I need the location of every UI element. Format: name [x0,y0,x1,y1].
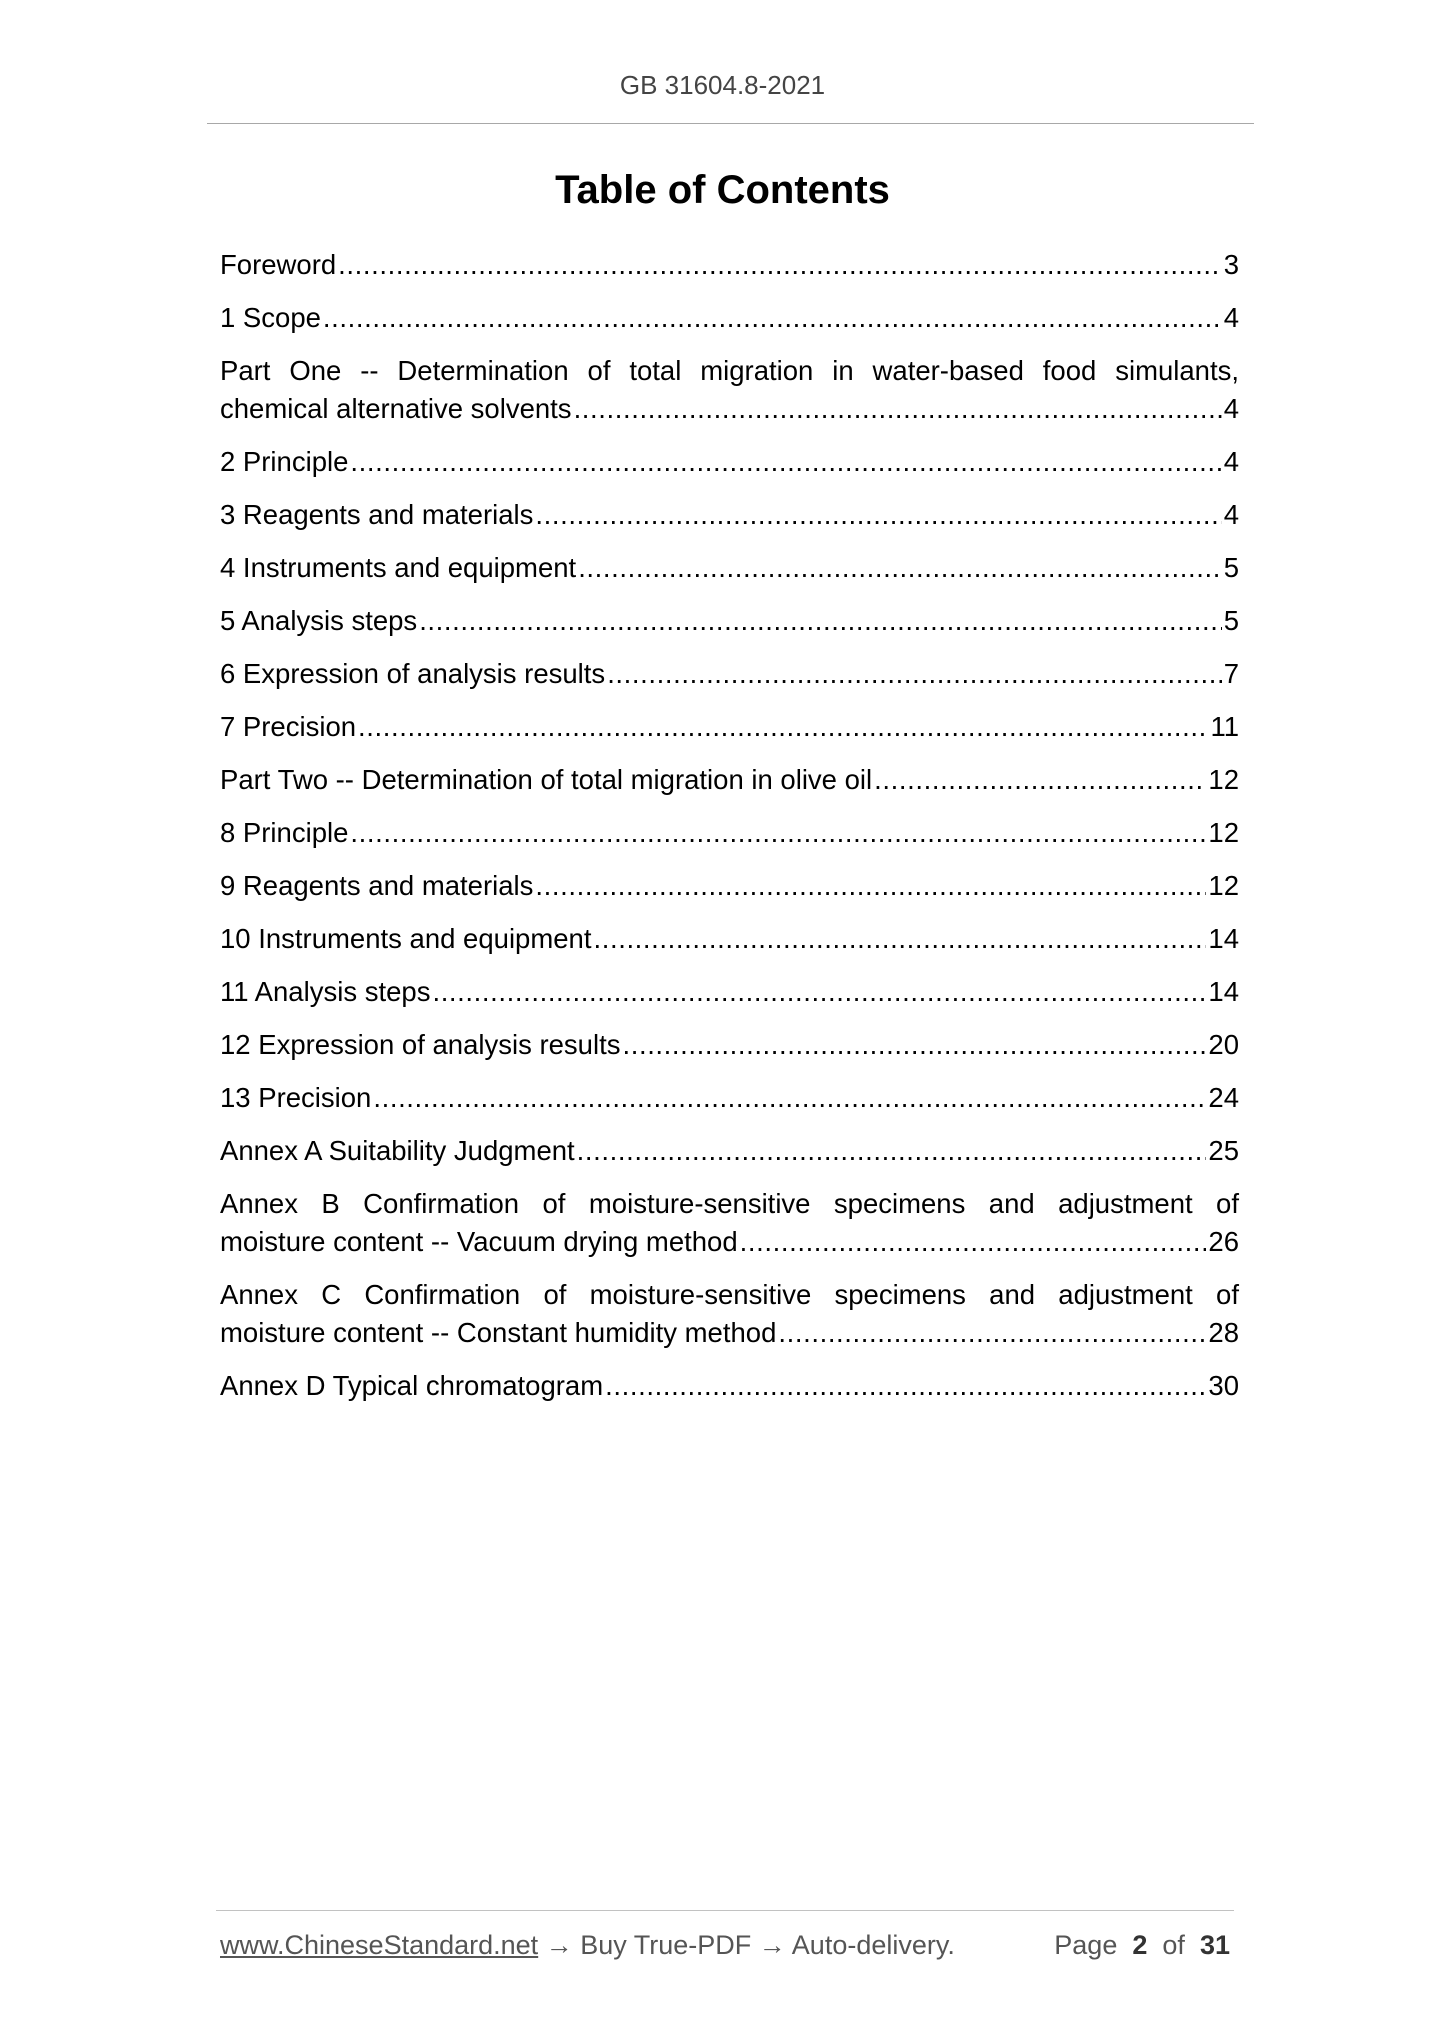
toc-entry-analysis-steps-2[interactable] [220,973,1239,1011]
toc-entry-label: 10 Instruments and equipment [220,923,592,954]
toc-entry-label: moisture content -- Constant humidity method [220,1317,777,1348]
toc-entry-label: Foreword [220,249,337,280]
toc-entry-reagents-2[interactable] [220,867,1239,905]
toc-entry-label: 4 Instruments and equipment [220,552,577,583]
toc-entry-label: 11 Analysis steps [220,976,431,1007]
current-page-number: 2 [1132,1930,1148,1960]
toc-entry-label-line1: Part One -- Determination of total migration in water-based food simulants, [220,355,1239,386]
dot-leader [338,246,1222,284]
toc-entry-label: 9 Reagents and materials [220,870,534,901]
auto-delivery-text: Auto-delivery. [791,1930,955,1960]
toc-title: Table of Contents [555,168,890,212]
toc-entry-page: 12 [1208,764,1239,795]
toc-entry-label: 12 Expression of analysis results [220,1029,621,1060]
toc-entry-scope[interactable] [220,299,1239,337]
page-of-label: of [1162,1930,1185,1960]
dot-leader [578,549,1222,587]
toc-entry-page: 26 [1208,1226,1239,1257]
dot-leader [419,602,1222,640]
toc-entry-page: 20 [1208,1029,1239,1060]
toc-entry-principle-2[interactable] [220,814,1239,852]
toc-entry-label: 2 Principle [220,446,349,477]
dot-leader [607,655,1222,693]
page-indicator [1054,1930,1230,1961]
toc-entry-annex-a[interactable] [220,1132,1239,1170]
toc-entry-label: Annex A Suitability Judgment [220,1135,575,1166]
toc-entry-precision[interactable] [220,708,1239,746]
dot-leader [605,1367,1206,1405]
dot-leader [350,443,1221,481]
toc-entry-page: 4 [1223,302,1239,333]
total-pages-number: 31 [1199,1930,1230,1960]
toc-entry-label: 13 Precision [220,1082,372,1113]
toc-entry-instruments[interactable] [220,549,1239,587]
dot-leader [622,1026,1206,1064]
dot-leader [593,920,1206,958]
toc-entry-page: 4 [1223,446,1239,477]
toc-entry-label: 3 Reagents and materials [220,499,534,530]
dot-leader [778,1314,1206,1352]
toc-entry-label-line1: Annex C Confirmation of moisture-sensitive specimens and adjustment of [220,1279,1239,1310]
arrow-right-icon: → [545,1930,573,1960]
footer-divider [216,1910,1234,1911]
toc-entry-page: 30 [1208,1370,1239,1401]
toc-entry-label: moisture content -- Vacuum drying method [220,1226,738,1257]
dot-leader [577,1132,1207,1170]
toc-entry-analysis-steps[interactable] [220,602,1239,640]
toc-entry-page: 5 [1223,605,1239,636]
toc-entry-label: 6 Expression of analysis results [220,658,606,689]
toc-entry-page: 3 [1223,249,1239,280]
toc-entry-label: 8 Principle [220,817,349,848]
dot-leader [574,390,1222,428]
toc-entry-annex-d[interactable] [220,1367,1239,1405]
toc-entry-principle[interactable] [220,443,1239,481]
dot-leader [432,973,1206,1011]
toc-entry-part-two[interactable] [220,761,1239,799]
toc-entry-foreword[interactable] [220,246,1239,284]
toc-entry-page: 14 [1208,923,1239,954]
toc-entry-precision-2[interactable] [220,1079,1239,1117]
toc-entry-label: Annex D Typical chromatogram [220,1370,604,1401]
toc-entry-label: Part Two -- Determination of total migration in olive oil [220,764,873,795]
dot-leader [874,761,1206,799]
toc-entry-page: 12 [1208,870,1239,901]
toc-entry-label-line1: Annex B Confirmation of moisture-sensitive specimens and adjustment of [220,1188,1239,1219]
dot-leader [373,1079,1206,1117]
toc-entry-page: 12 [1208,817,1239,848]
arrow-right-icon: → [758,1930,786,1960]
toc-entry-label: chemical alternative solvents [220,393,572,424]
toc-entry-label: 7 Precision [220,711,357,742]
dot-leader [535,867,1206,905]
toc-entry-page: 5 [1223,552,1239,583]
dot-leader [323,299,1222,337]
toc-entry-page: 14 [1208,976,1239,1007]
toc-entry-expression[interactable] [220,655,1239,693]
toc-entry-reagents[interactable] [220,496,1239,534]
footer-promo [220,1930,955,1961]
toc-entry-label: 5 Analysis steps [220,605,418,636]
toc-entry-page: 25 [1208,1135,1239,1166]
toc-entry-page: 11 [1210,711,1239,742]
dot-leader [535,496,1221,534]
dot-leader [358,708,1208,746]
table-of-contents [220,246,1239,1420]
toc-entry-annex-b[interactable] [220,1185,1239,1261]
toc-entry-page: 4 [1223,499,1239,530]
dot-leader [740,1223,1207,1261]
toc-entry-expression-2[interactable] [220,1026,1239,1064]
toc-entry-page: 7 [1223,658,1239,689]
toc-entry-page: 24 [1208,1082,1239,1113]
toc-entry-page: 28 [1208,1317,1239,1348]
buy-true-pdf-text: Buy True-PDF [580,1930,752,1960]
dot-leader [350,814,1206,852]
document-number-header: GB 31604.8-2021 [619,70,826,100]
toc-entry-instruments-2[interactable] [220,920,1239,958]
toc-entry-page: 4 [1223,393,1239,424]
page-label: Page [1054,1930,1118,1960]
website-link[interactable]: www.ChineseStandard.net [220,1930,539,1960]
header-divider [207,123,1254,124]
toc-entry-annex-c[interactable] [220,1276,1239,1352]
toc-entry-part-one[interactable] [220,352,1239,428]
toc-entry-label: 1 Scope [220,302,321,333]
